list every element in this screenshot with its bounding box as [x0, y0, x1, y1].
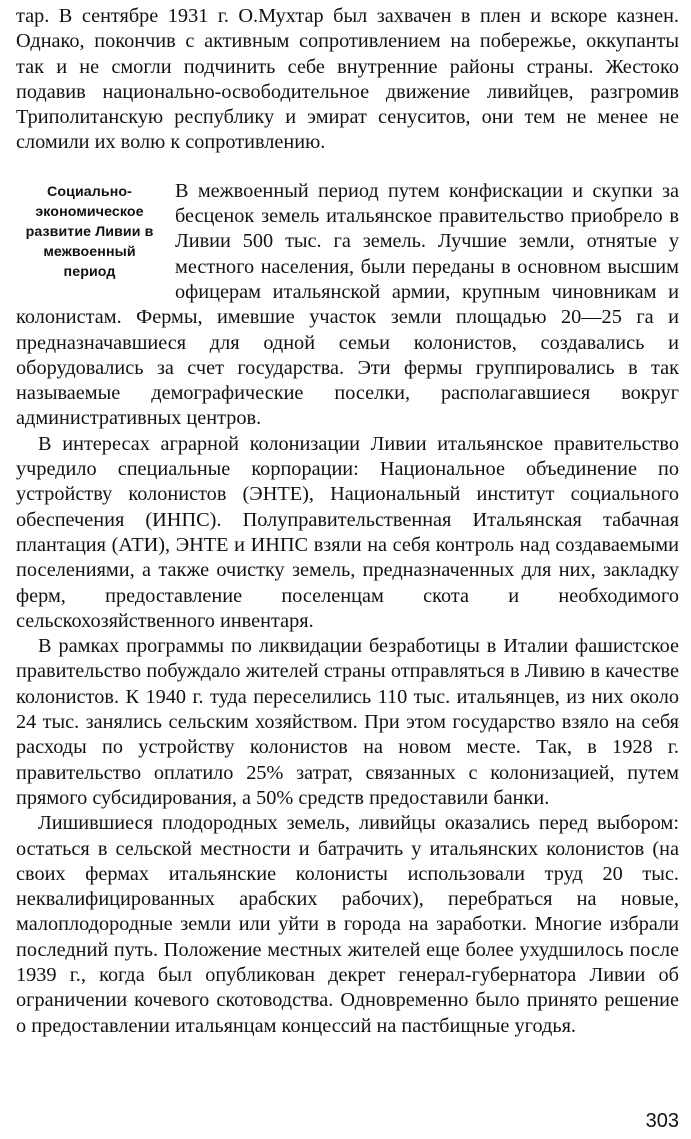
sidenote-line: экономическое	[35, 203, 144, 220]
sidenote-line: межвоенный	[43, 243, 136, 260]
body-paragraph: Лишившиеся плодородных земель, ливийцы оказались перед выбором: остаться в сельской местности и батрачить у итальянских колонистов (на своих фермах итальянские колонисты использовали труд 20 тыс. неквалифицированных арабских рабочих), перебраться на новые, малоплодородные земли или уйти в города на заработки. Многие избрали последний путь. Положение местных жителей еще более ухудшилось после 1939 г., когда был опубликован декрет генерал-губернатора Ливии об ограничении кочевого скотоводства. Одновременно было принято решение о предоставлении итальянцам концессий на пастбищные угодья.	[16, 812, 679, 1037]
sidenote-line: развитие Ливии в	[25, 223, 154, 240]
section-sidenote-heading	[16, 182, 163, 282]
sidenote-line: период	[63, 263, 116, 280]
intro-paragraph: тар. В сентябре 1931 г. О.Мухтар был захвачен в плен и вскоре казнен. Однако, покончив с активным сопротивлением на побережье, оккупанты так и не смогли подчинить себе внутренние районы страны. Жестоко подавив национально-освободительное движение ливийцев, разгромив Триполитанскую республику и эмират сенуситов, они тем не менее не сломили их волю к сопротивлению.	[16, 5, 679, 154]
body-paragraph: В рамках программы по ликвидации безработицы в Италии фашистское правительство побуждало жителей страны отправляться в Ливию в качестве колонистов. К 1940 г. туда переселились 110 тыс. итальянцев, из них около 24 тыс. занялись сельским хозяйством. При этом государство взяло на себя расходы по устройству колонистов на новом месте. Так, в 1928 г. правительство оплатило 25% затрат, связанных с колонизацией, путем прямого субсидирования, а 50% средств предоставили банки.	[16, 635, 679, 809]
body-paragraph: В межвоенный период путем конфискации и скупки за бесценок земель итальянское правительство приобрело в Ливии 500 тыс. га земель. Лучшие земли, отнятые у местного населения, были переданы в основном высшим офицерам итальянской армии, крупным чиновникам и колонистам. Фермы, имевшие участок земли площадью 20—25 га и предназначавшиеся для одной семьи колонистов, создавались и оборудовались за счет государства. Эти фермы группировались в так называемые демографические поселки, располагавшиеся вокруг административных центров.	[16, 179, 679, 430]
sidenote-line: Социально-	[47, 183, 132, 200]
page-number: 303	[645, 1110, 679, 1132]
body-paragraph: В интересах аграрной колонизации Ливии итальянское правительство учредило специальные корпорации: Национальное объединение по устройству колонистов (ЭНТЕ), Национальный институт социального обеспечения (ИНПС). Полуправительственная Итальянская табачная плантация (АТИ), ЭНТЕ и ИНПС взяли на себя контроль над создаваемыми поселениями, а также очистку земель, предназначенных для них, закладку ферм, предоставление поселенцам скота и необходимого сельскохозяйственного инвентаря.	[16, 432, 679, 632]
section-interwar-development	[16, 179, 679, 432]
